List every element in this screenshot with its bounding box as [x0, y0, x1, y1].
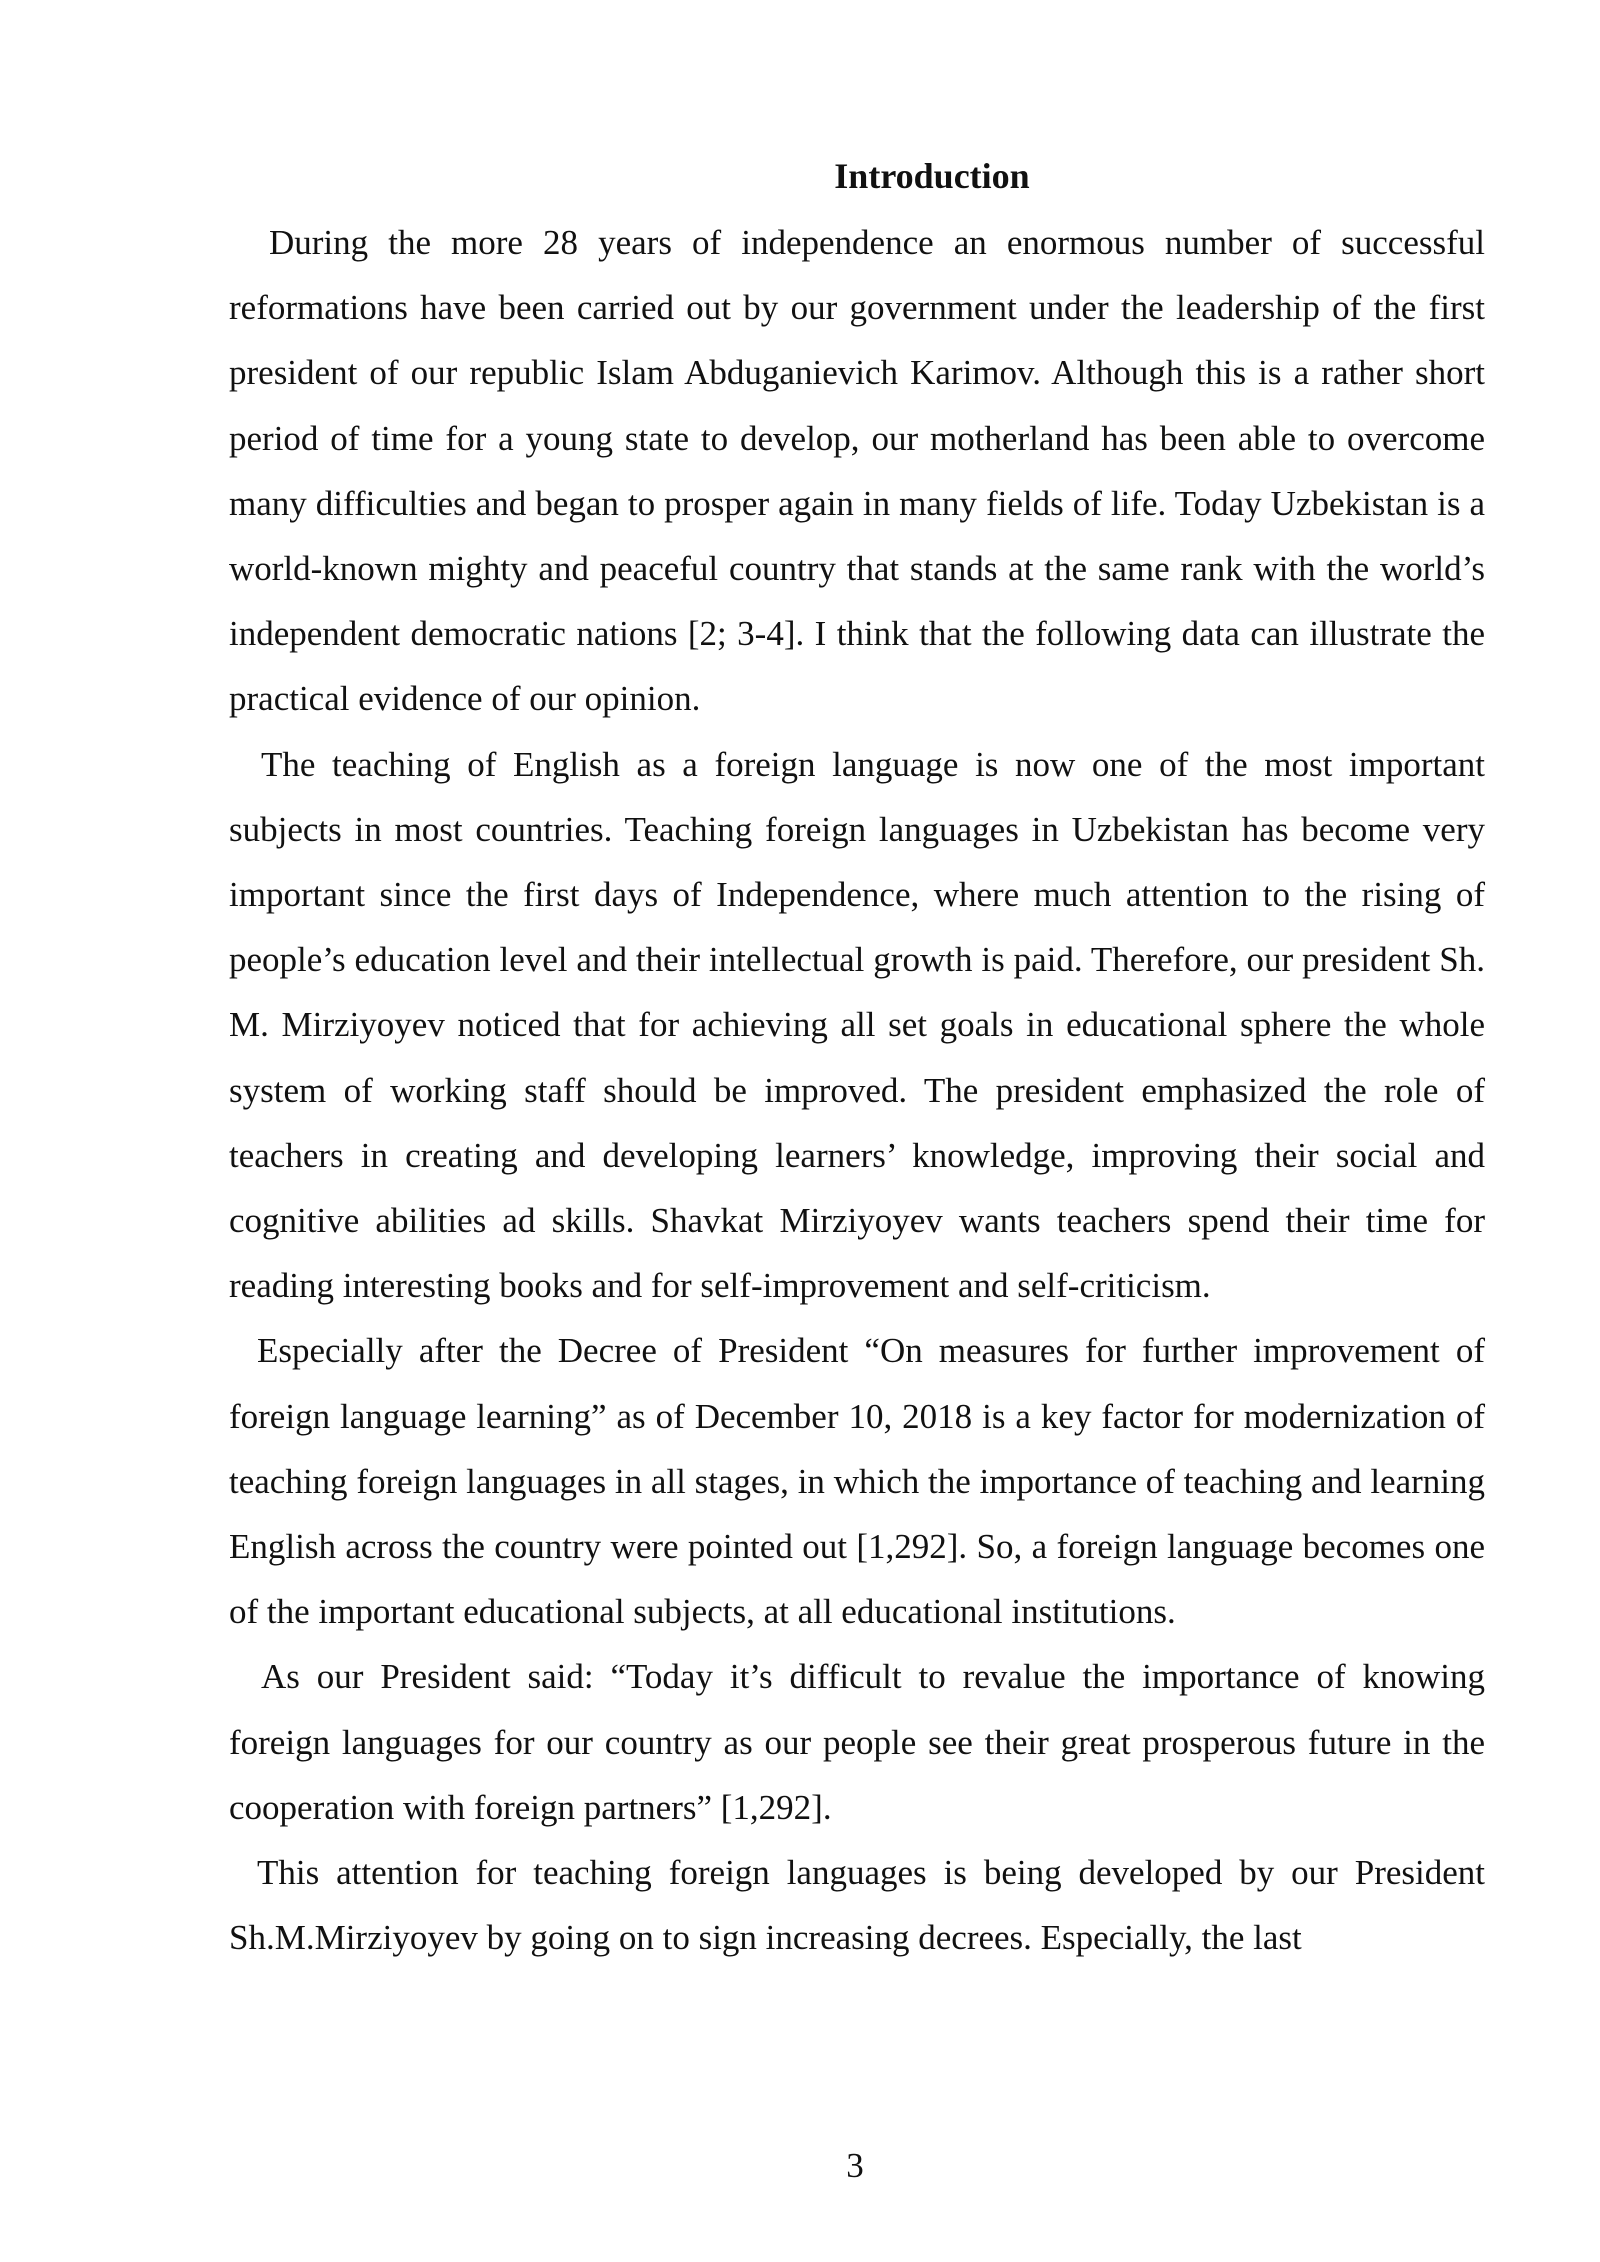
paragraph-decree: Especially after the Decree of President “On measures for further improvement of foreign language learning” as of December 10, 2018 is a key factor for modernization of teaching foreign languages in all stages, in which the importance of teaching and learning English across the country were pointed out [1,292]. So, a foreign language becomes one of the important educational subjects, at all educational institutions. — [229, 1331, 1485, 1632]
page-body — [229, 150, 1485, 1970]
paragraph-english-teaching: The teaching of English as a foreign language is now one of the most important subjects in most countries. Teaching foreign languages in Uzbekistan has become very important since the first days of Independence, where much attention to the rising of people’s education level and their intellectual growth is paid. Therefore, our president Sh. M. Mirziyoyev noticed that for achieving all set goals in educational sphere the whole system of working staff should be improved. The president emphasized the role of teachers in creating and developing learners’ knowledge, improving their social and cognitive abilities ad skills. Shavkat Mirziyoyev wants teachers spend their time for reading interesting books and for self-improvement and self-criticism. — [229, 744, 1485, 1306]
page-number: 3 — [846, 2146, 864, 2185]
paragraph-president-quote: As our President said: “Today it’s difficult to revalue the importance of knowing foreign languages for our country as our people see their great prosperous future in the cooperation with foreign partners” [1,292]. — [229, 1657, 1485, 1827]
paragraph-independence: During the more 28 years of independence an enormous number of successful reformations have been carried out by our government under the leadership of the first president of our republic Islam Abduganievich Karimov. Although this is a rather short period of time for a young state to develop, our motherland has been able to overcome many difficulties and began to prosper again in many fields of life. Today Uzbekistan is a world-known mighty and peaceful country that stands at the same rank with the world’s independent democratic nations [2; 3-4]. I think that the following data can illustrate the practical evidence of our opinion. — [229, 223, 1485, 719]
paragraph-decrees-continued: This attention for teaching foreign languages is being developed by our President Sh.M.Mirziyoyev by going on to sign increasing decrees. Especially, the last — [229, 1853, 1485, 1958]
page-title: Introduction — [834, 156, 1030, 196]
